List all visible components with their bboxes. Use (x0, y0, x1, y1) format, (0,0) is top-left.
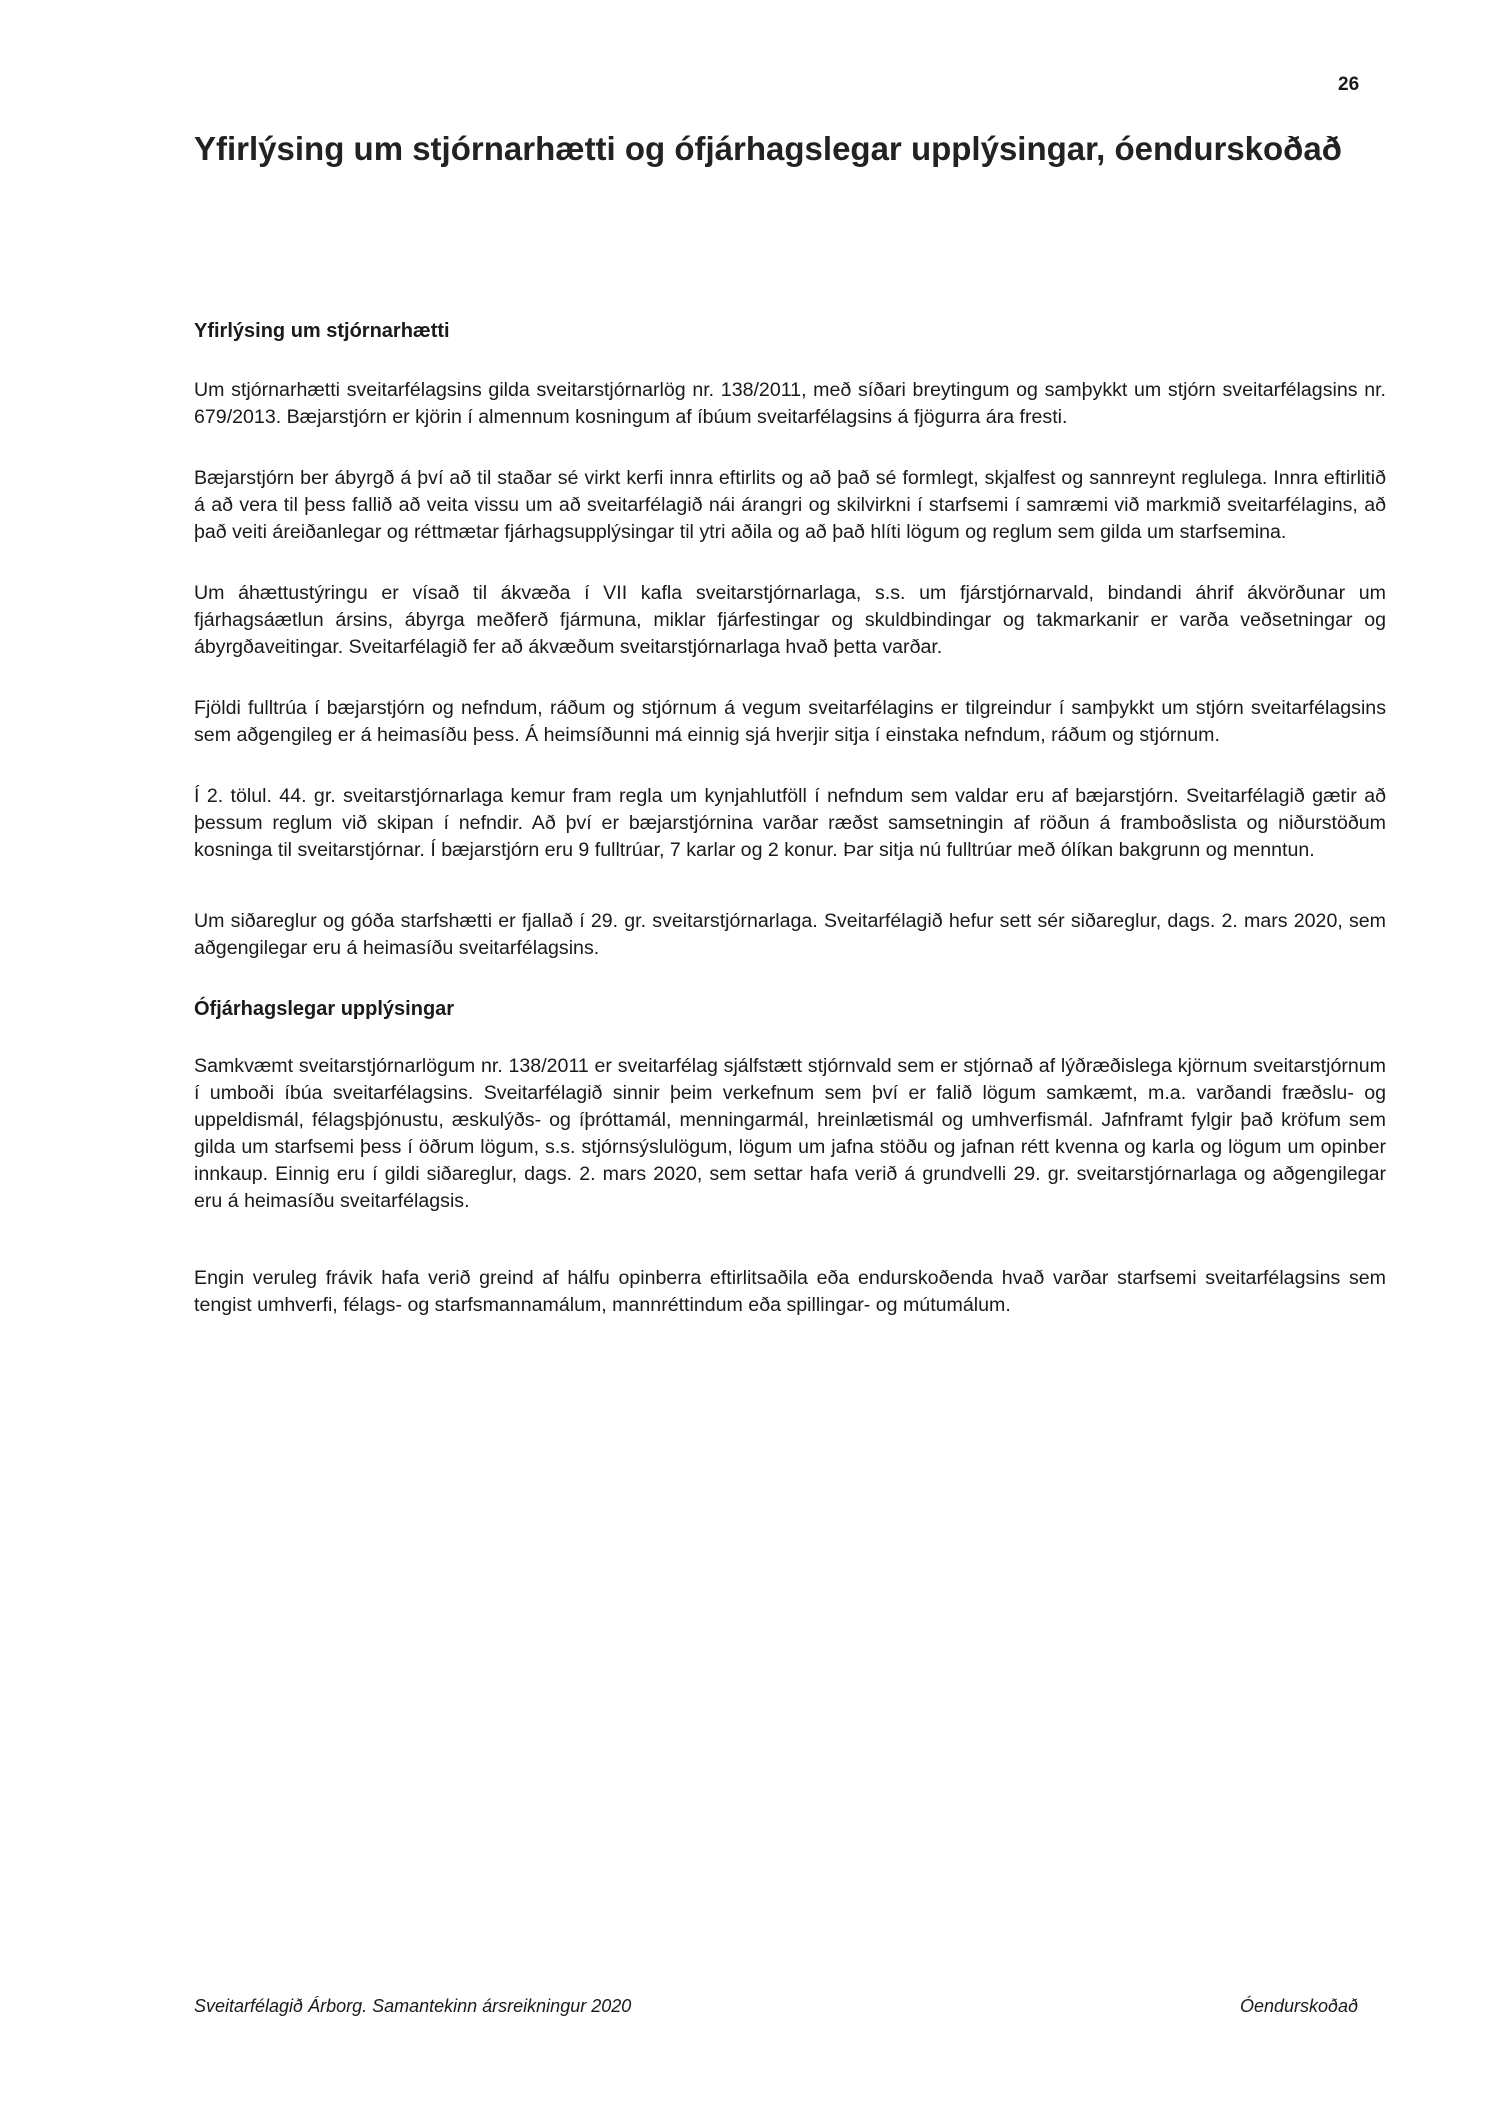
footer-document-name: Sveitarfélagið Árborg. Samantekinn ársreikningur 2020 (194, 1996, 632, 2016)
page-number: 26 (1338, 74, 1360, 95)
page-title: Yfirlýsing um stjórnarhætti og ófjárhagslegar upplýsingar, óendurskoðað (194, 130, 1342, 167)
paragraph: Bæjarstjórn ber ábyrgð á því að til staðar sé virkt kerfi innra eftirlits og að það sé formlegt, skjalfest og sannreynt reglulega. Innra eftirlitið á að vera til þess fallið að veita vissu um að sveitarfélagið nái árangri og skilvirkni í starfsemi í samræmi við markmið sveitarfélagins, að það veiti áreiðanlegar og réttmætar fjárhagsupplýsingar til ytri aðila og að það hlíti lögum og reglum sem gilda um starfsemina. (194, 467, 1386, 543)
paragraph: Um áhættustýringu er vísað til ákvæða í VII kafla sveitarstjórnarlaga, s.s. um fjárstjórnarvald, bindandi áhrif ákvörðunar um fjárhagsáætlun ársins, ábyrga meðferð fjármuna, miklar fjárfestingar og skuldbindingar og takmarkanir er varða veðsetningar og ábyrgðaveitingar. Sveitarfélagið fer að ákvæðum sveitarstjórnarlaga hvað þetta varðar. (194, 582, 1386, 658)
document-body (194, 318, 1386, 1353)
section-heading-governance: Yfirlýsing um stjórnarhætti (194, 320, 450, 342)
paragraph: Um siðareglur og góða starfshætti er fjallað í 29. gr. sveitarstjórnarlaga. Sveitarfélagið hefur sett sér siðareglur, dags. 2. mars 2020, sem aðgengilegar eru á heimasíðu sveitarfélagsins. (194, 910, 1386, 959)
paragraph: Um stjórnarhætti sveitarfélagsins gilda sveitarstjórnarlög nr. 138/2011, með síðari breytingum og samþykkt um stjórn sveitarfélagsins nr. 679/2013. Bæjarstjórn er kjörin í almennum kosningum af íbúum sveitarfélagsins á fjögurra ára fresti. (194, 379, 1386, 428)
paragraph: Engin veruleg frávik hafa verið greind af hálfu opinberra eftirlitsaðila eða endurskoðenda hvað varðar starfsemi sveitarfélagsins sem tengist umhverfi, félags- og starfsmannamálum, mannréttindum eða spillingar- og mútumálum. (194, 1267, 1386, 1316)
paragraph: Samkvæmt sveitarstjórnarlögum nr. 138/2011 er sveitarfélag sjálfstætt stjórnvald sem er stjórnað af lýðræðislega kjörnum sveitarstjórnum í umboði íbúa sveitarfélagsins. Sveitarfélagið sinnir þeim verkefnum sem því er falið lögum samkæmt, m.a. varðandi fræðslu- og uppeldismál, félagsþjónustu, æskulýðs- og íþróttamál, menningarmál, hreinlætismál og umhverfismál. Jafnframt fylgir það kröfum sem gilda um starfsemi þess í öðrum lögum, s.s. stjórnsýslulögum, lögum um jafna stöðu og jafnan rétt kvenna og karla og lögum um opinber innkaup. Einnig eru í gildi siðareglur, dags. 2. mars 2020, sem settar hafa verið á grundvelli 29. gr. sveitarstjórnarlaga og aðgengilegar eru á heimasíðu sveitarfélagsis. (194, 1055, 1386, 1212)
paragraph: Í 2. tölul. 44. gr. sveitarstjórnarlaga kemur fram regla um kynjahlutföll í nefndum sem valdar eru af bæjarstjórn. Sveitarfélagið gætir að þessum reglum við skipan í nefndir. Að því er bæjarstjórnina varðar ræðst samsetningin af röðun á framboðslista og niðurstöðum kosninga til sveitarstjórnar. Í bæjarstjórn eru 9 fulltrúar, 7 karlar og 2 konur. Þar sitja nú fulltrúar með ólíkan bakgrunn og menntun. (194, 785, 1386, 861)
section-heading-nonfinancial: Ófjárhagslegar upplýsingar (194, 998, 455, 1020)
footer-audit-status: Óendurskoðað (1240, 1996, 1359, 2016)
paragraph: Fjöldi fulltrúa í bæjarstjórn og nefndum, ráðum og stjórnum á vegum sveitarfélagins er tilgreindur í samþykkt um stjórn sveitarfélagsins sem aðgengileg er á heimasíðu þess. Á heimsíðunni má einnig sjá hverjir sitja í einstaka nefndum, ráðum og stjórnum. (194, 697, 1386, 746)
